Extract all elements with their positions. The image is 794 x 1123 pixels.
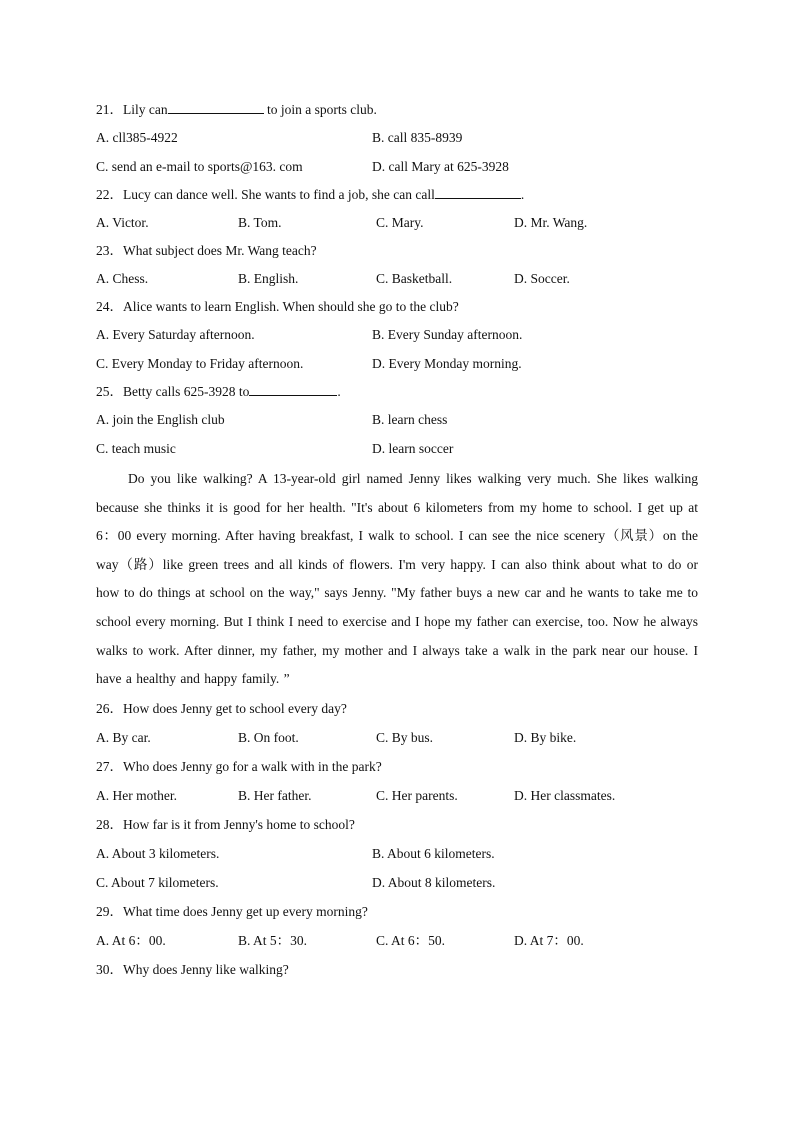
option-a: A. Every Saturday afternoon. [96, 327, 255, 342]
option-d: D. At 7：00. [514, 932, 584, 948]
options-row [96, 405, 698, 434]
answer-blank [435, 184, 521, 199]
option-b: B. At 5：30. [238, 932, 308, 948]
option-b: B. Her father. [238, 787, 312, 803]
option-d: D. call Mary at 625-3928 [372, 159, 509, 174]
option-c: C. Every Monday to Friday afternoon. [96, 356, 304, 371]
option-a: A. At 6：00. [96, 932, 166, 948]
question-26: 26．How does Jenny get to school every day? [96, 700, 347, 716]
options-row [96, 320, 698, 349]
question-30: 30．Why does Jenny like walking? [96, 961, 289, 977]
option-c: C. At 6：50. [376, 932, 446, 948]
option-c: C. send an e-mail to sports@163. com [96, 159, 303, 174]
options-row [96, 781, 698, 810]
option-a: A. About 3 kilometers. [96, 845, 220, 861]
options-row [96, 152, 698, 181]
option-a: A. Victor. [96, 215, 149, 230]
option-d: D. By bike. [514, 729, 577, 745]
options-row [96, 208, 698, 237]
option-b: B. Every Sunday afternoon. [372, 327, 523, 342]
option-d: D. About 8 kilometers. [372, 874, 496, 890]
question-23: 23．What subject does Mr. Wang teach? [96, 243, 317, 258]
options-row [96, 723, 698, 752]
option-a: A. Her mother. [96, 787, 177, 803]
option-d: D. Every Monday morning. [372, 356, 522, 371]
option-c: C. Basketball. [376, 271, 453, 286]
options-row [96, 868, 698, 897]
question-24: 24．Alice wants to learn English. When should she go to the club? [96, 299, 459, 314]
question-25: 25．Betty calls 625-3928 to . [96, 378, 698, 405]
option-b: B. On foot. [238, 729, 299, 745]
option-c: C. Mary. [376, 215, 424, 230]
option-c: C. teach music [96, 441, 176, 456]
option-d: D. learn soccer [372, 441, 454, 456]
option-a: A. join the English club [96, 412, 225, 427]
options-row [96, 123, 698, 152]
question-28: 28．How far is it from Jenny's home to school? [96, 816, 355, 832]
options-row [96, 349, 698, 378]
reading-passage: Do you like walking? A 13-year-old girl named Jenny likes walking very much. She likes walking because she thinks it is good for her health. "It's about 6 kilometers from my home to school. I get up at 6：00 every morning. After having breakfast, I walk to school. I can see the nice scenery（风景）on the way（路）like green trees and all kinds of flowers. I'm very happy. I can also think about what to do or how to do things at school on the way," says Jenny. "My father buys a new car and he wants to take me to school every morning. But I think I need to exercise and I hope my father can exercise, too. Now he always walks to work. After dinner, my father, my mother and I always take a walk in the park near our house. I have a healthy and happy family. ” [96, 471, 698, 687]
options-row [96, 434, 698, 463]
options-row [96, 839, 698, 868]
option-c: C. Her parents. [376, 787, 458, 803]
option-c: C. About 7 kilometers. [96, 874, 219, 890]
option-d: D. Mr. Wang. [514, 215, 588, 230]
option-c: C. By bus. [376, 729, 434, 745]
content-area [96, 96, 698, 984]
options-row [96, 926, 698, 955]
option-b: B. English. [238, 271, 299, 286]
option-a: A. By car. [96, 729, 151, 745]
option-b: B. About 6 kilometers. [372, 845, 495, 861]
option-b: B. call 835-8939 [372, 130, 463, 145]
option-b: B. learn chess [372, 412, 448, 427]
question-22: 22．Lucy can dance well. She wants to find a job, she can call . [96, 181, 698, 208]
option-a: A. Chess. [96, 271, 149, 286]
option-d: D. Soccer. [514, 271, 570, 286]
question-29: 29．What time does Jenny get up every morning? [96, 903, 368, 919]
question-21: 21．Lily can to join a sports club. [96, 96, 698, 123]
option-a: A. cll385-4922 [96, 130, 178, 145]
answer-blank [249, 381, 337, 396]
question-27: 27．Who does Jenny go for a walk with in the park? [96, 758, 382, 774]
option-b: B. Tom. [238, 215, 282, 230]
option-d: D. Her classmates. [514, 787, 616, 803]
answer-blank [168, 99, 264, 114]
options-row [96, 264, 698, 293]
